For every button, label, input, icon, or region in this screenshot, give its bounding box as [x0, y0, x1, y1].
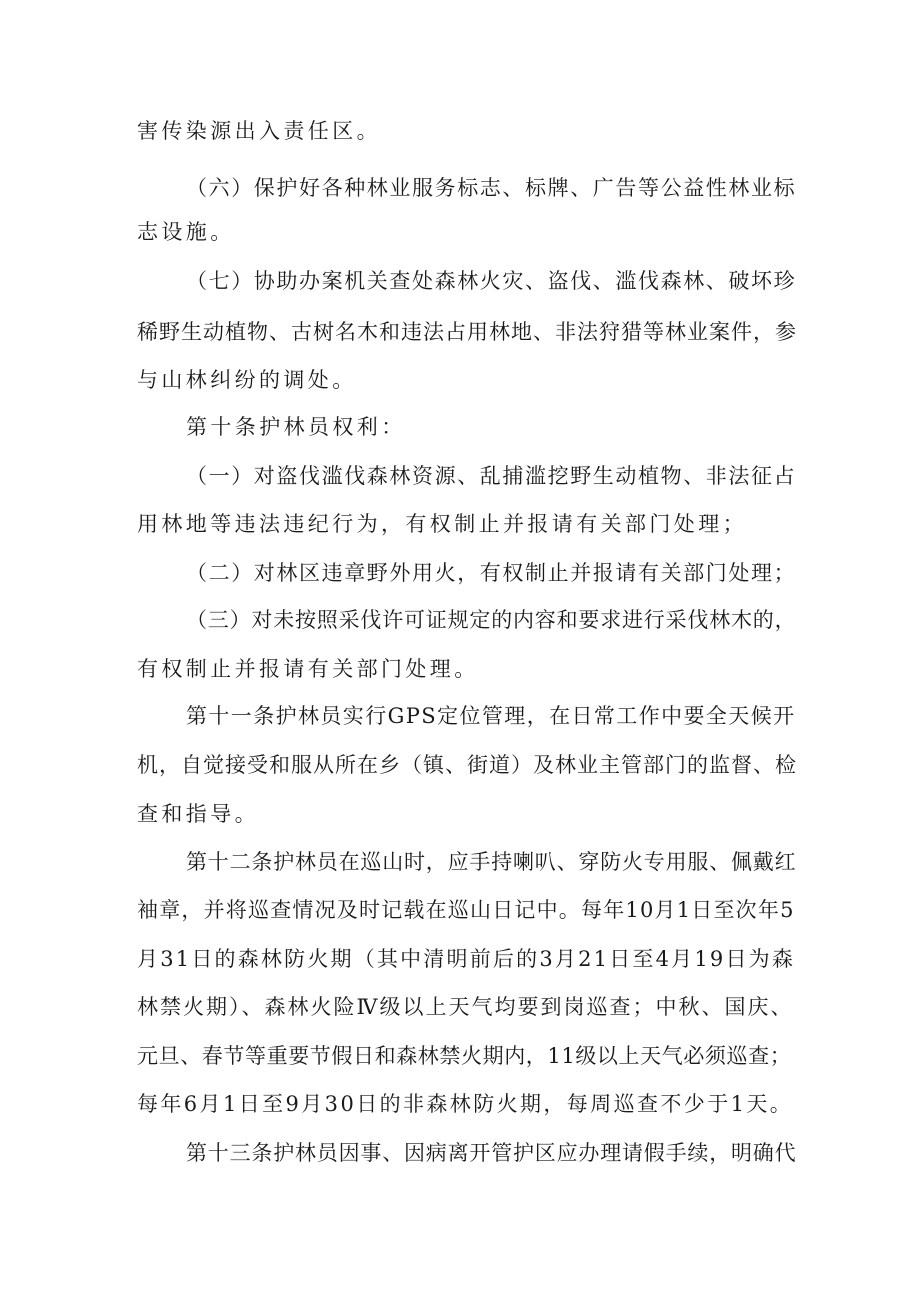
text-line: 与山林纠纷的调处。: [137, 368, 357, 392]
text-line: （二）对林区违章野外用火，有权制止并报请有关部门处理；: [186, 561, 797, 585]
text-line: 害传染源出入责任区。: [137, 119, 381, 143]
text-line: 机，自觉接受和服从所在乡（镇、街道）及林业主管部门的监督、检: [137, 753, 797, 777]
text-line: （六）保护好各种林业服务标志、标牌、广告等公益性林业标: [186, 176, 797, 200]
text-line: 志设施。: [137, 220, 235, 244]
text-line: （三）对未按照采伐许可证规定的内容和要求进行采伐林木的，: [186, 608, 797, 632]
text-line: 第十二条护林员在巡山时，应手持喇叭、穿防火专用服、佩戴红: [186, 850, 797, 874]
text-line: 第十条护林员权利：: [186, 415, 406, 439]
text-line: （一）对盗伐滥伐森林资源、乱捕滥挖野生动植物、非法征占: [186, 464, 797, 488]
text-line: 第十三条护林员因事、因病离开管护区应办理请假手续，明确代: [186, 1141, 797, 1165]
text-line: 稀野生动植物、古树名木和违法占用林地、非法狩猎等林业案件，参: [137, 320, 797, 344]
text-line: 每年6月1日至9月30日的非森林防火期，每周巡查不少于1天。: [137, 1092, 794, 1116]
text-line: 元旦、春节等重要节假日和森林禁火期内，11级以上天气必须巡查；: [137, 1044, 792, 1068]
text-line: 月31日的森林防火期（其中清明前后的3月21日至4月19日为森: [137, 947, 796, 971]
text-line: （七）协助办案机关查处森林火灾、盗伐、滥伐森林、破坏珍: [186, 269, 797, 293]
text-line: 查和指导。: [137, 802, 259, 826]
text-line: 林禁火期）、森林火险Ⅳ级以上天气均要到岗巡查；中秋、国庆、: [137, 995, 794, 1019]
text-line: 第十一条护林员实行GPS定位管理，在日常工作中要全天候开: [186, 704, 796, 728]
text-line: 袖章，并将巡查情况及时记载在巡山日记中。每年10月1日至次年5: [137, 898, 795, 922]
text-line: 用林地等违法违纪行为，有权制止并报请有关部门处理；: [137, 512, 747, 536]
text-line: 有权制止并报请有关部门处理。: [137, 657, 479, 681]
